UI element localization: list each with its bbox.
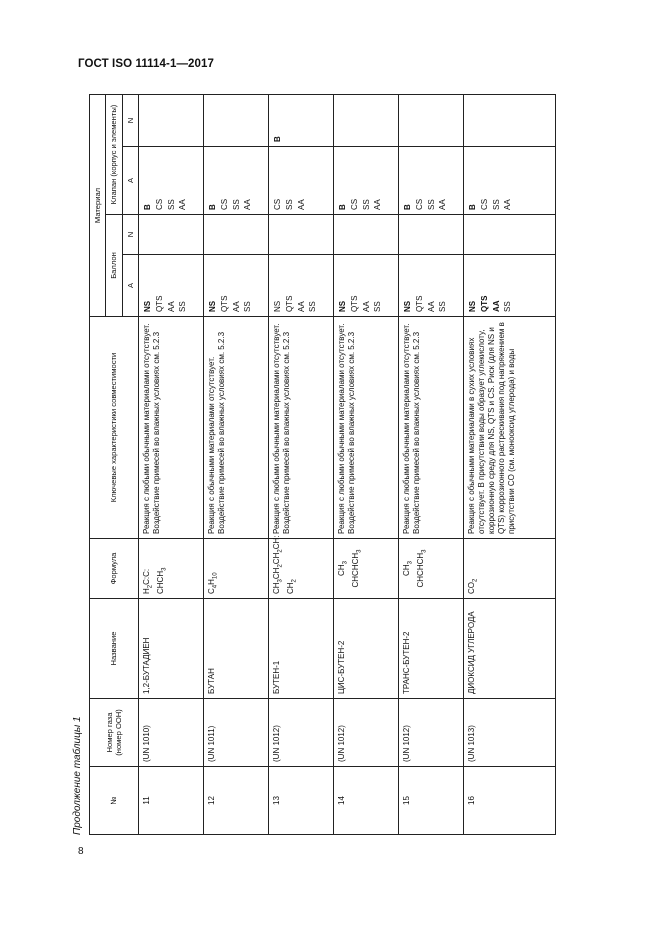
- material-code: NS: [403, 300, 413, 312]
- material-code: NS: [338, 300, 348, 312]
- cell-un-number: (UN 1011): [204, 699, 269, 767]
- cell-valve-a: [464, 147, 556, 215]
- cell-description: Реакция с любыми обычными материалами отсутствует. Воздействие примесей во влажных условиях см. 5.2.3: [269, 317, 334, 539]
- cell-cylinder-a: [464, 255, 556, 317]
- material-code: SS: [491, 199, 501, 210]
- cell-valve-n: [334, 94, 399, 146]
- cell-description: Реакция с любыми обычными материалами отсутствует. Воздействие примесей во влажных условиях см. 5.2.3: [334, 317, 399, 539]
- cell-valve-a: [399, 147, 464, 215]
- material-code: SS: [503, 301, 513, 312]
- cell-un-number: (UN 1010): [139, 699, 204, 767]
- cell-valve-a: [334, 147, 399, 215]
- cell-gas-name: ЦИС-БУТЕН-2: [334, 599, 399, 699]
- table-continuation-caption: Продолжение таблицы 1: [72, 716, 83, 835]
- material-code: AA: [438, 199, 448, 210]
- col-header-formula: Формула: [90, 539, 139, 599]
- cell-description: Реакция с обычными материалами в сухих условиях отсутствует. В присутствии воды образует углекислоту, коррозионную среду для NS, QTS и CS. Риск (для NS и QTS) коррозионного растрескивания под напряжением в присутствии CO (см. монооксид углерода) и воды: [464, 317, 556, 539]
- material-code: SS: [231, 199, 241, 210]
- cell-cylinder-n: [464, 215, 556, 255]
- cell-formula: $C_4H_{10}$: [204, 539, 269, 599]
- cell-valve-n: [139, 94, 204, 146]
- cell-valve-n: [204, 94, 269, 146]
- cell-description: Реакция с обычными материалами отсутствует. Воздействие примесей во влажных условиях см. 5.2.3: [204, 317, 269, 539]
- col-header-valve-n: N: [122, 94, 138, 146]
- rotated-table-area: [72, 95, 567, 835]
- cell-un-number: (UN 1012): [269, 699, 334, 767]
- material-code: SS: [426, 199, 436, 210]
- cell-gas-name: ДИОКСИД УГЛЕРОДА: [464, 599, 556, 699]
- cell-formula: $CO_2$: [464, 539, 556, 599]
- material-code: B: [338, 204, 348, 210]
- material-code: AA: [373, 199, 383, 210]
- col-header-description: Ключевые характеристики совместимости: [90, 317, 139, 539]
- table-row: [269, 94, 334, 834]
- cell-gas-name: ТРАНС-БУТЕН-2: [399, 599, 464, 699]
- col-header-cylinder-a: A: [122, 255, 138, 317]
- table-header: [90, 94, 139, 834]
- table-row: [399, 94, 464, 834]
- material-code: AA: [426, 301, 436, 312]
- col-header-material: Материал: [90, 94, 106, 316]
- material-code: SS: [438, 301, 448, 312]
- material-code: CS: [273, 198, 283, 210]
- material-code: SS: [285, 199, 295, 210]
- cell-gas-name: БУТЕН-1: [269, 599, 334, 699]
- compatibility-table: [89, 94, 556, 835]
- col-header-name: Название: [90, 599, 139, 699]
- material-code: AA: [361, 301, 371, 312]
- material-code: AA: [243, 199, 253, 210]
- col-header-no: №: [90, 767, 139, 835]
- material-code: NS: [468, 300, 478, 312]
- material-code: SS: [373, 301, 383, 312]
- material-code: AA: [296, 301, 306, 312]
- material-code: SS: [361, 199, 371, 210]
- cell-cylinder-n: [334, 215, 399, 255]
- material-code: NS: [273, 300, 283, 312]
- document-header: ГОСТ ISO 11114-1—2017: [78, 58, 215, 70]
- col-header-valve: Клапан (корпус и элементы): [106, 94, 122, 214]
- material-code: QTS: [415, 295, 425, 312]
- material-code: AA: [166, 301, 176, 312]
- cell-cylinder-n: [204, 215, 269, 255]
- cell-cylinder-a: [334, 255, 399, 317]
- material-code: QTS: [220, 295, 230, 312]
- cell-cylinder-a: [139, 255, 204, 317]
- cell-valve-a: [269, 147, 334, 215]
- cell-formula: $CH_3CH_2CH_2CH$: $CH_2$: [269, 539, 334, 599]
- cell-no: 12: [204, 767, 269, 835]
- cell-formula: $CH_3$ $CHCHCH_3$: [399, 539, 464, 599]
- col-header-un: Номер газа (номер ООН): [90, 699, 139, 767]
- table-row: [334, 94, 399, 834]
- cell-description: Реакция с любыми обычными материалами отсутствует. Воздействие примесей во влажных условиях см. 5.2.3: [399, 317, 464, 539]
- cell-un-number: (UN 1013): [464, 699, 556, 767]
- material-code: AA: [503, 199, 513, 210]
- material-code: SS: [178, 301, 188, 312]
- material-code: CS: [155, 198, 165, 210]
- table-row: [204, 94, 269, 834]
- material-code: B: [208, 204, 218, 210]
- cell-no: 16: [464, 767, 556, 835]
- material-code: CS: [350, 198, 360, 210]
- table-row: [464, 94, 556, 834]
- cell-formula: $H_2C:C$: $CHCH_3$: [139, 539, 204, 599]
- cell-valve-n: [464, 94, 556, 146]
- cell-un-number: (UN 1012): [399, 699, 464, 767]
- cell-formula: $CH_3$ $CHCHCH_3$: [334, 539, 399, 599]
- cell-cylinder-n: [399, 215, 464, 255]
- material-code: SS: [243, 301, 253, 312]
- material-code: AA: [178, 199, 188, 210]
- cell-cylinder-a: [399, 255, 464, 317]
- material-code: SS: [166, 199, 176, 210]
- material-code: QTS: [350, 295, 360, 312]
- material-code: CS: [480, 198, 490, 210]
- col-header-cylinder-n: N: [122, 215, 138, 255]
- material-code: CS: [220, 198, 230, 210]
- cell-gas-name: 1,2-БУТАДИЕН: [139, 599, 204, 699]
- cell-cylinder-n: [269, 215, 334, 255]
- material-code: AA: [491, 300, 501, 312]
- cell-no: 14: [334, 767, 399, 835]
- material-code: QTS: [480, 295, 490, 312]
- col-header-valve-a: A: [122, 147, 138, 215]
- material-code: AA: [296, 199, 306, 210]
- material-code: CS: [415, 198, 425, 210]
- material-code: B: [403, 204, 413, 210]
- cell-cylinder-a: [269, 255, 334, 317]
- page-number: 8: [78, 846, 84, 857]
- material-code: B: [143, 204, 153, 210]
- col-header-cylinder: Баллон: [106, 215, 122, 317]
- material-code: NS: [143, 300, 153, 312]
- cell-gas-name: БУТАН: [204, 599, 269, 699]
- cell-cylinder-a: [204, 255, 269, 317]
- cell-no: 11: [139, 767, 204, 835]
- material-code: NS: [208, 300, 218, 312]
- material-code: QTS: [285, 295, 295, 312]
- material-code: QTS: [155, 295, 165, 312]
- table-row: [139, 94, 204, 834]
- cell-cylinder-n: [139, 215, 204, 255]
- cell-valve-n: [399, 94, 464, 146]
- cell-no: 15: [399, 767, 464, 835]
- cell-valve-a: [204, 147, 269, 215]
- material-code: B: [273, 136, 283, 142]
- cell-valve-a: [139, 147, 204, 215]
- cell-un-number: (UN 1012): [334, 699, 399, 767]
- material-code: AA: [231, 301, 241, 312]
- material-code: B: [468, 204, 478, 210]
- material-code: SS: [308, 301, 318, 312]
- cell-description: Реакция с любыми обычными материалами отсутствует. Воздействие примесей во влажных условиях см. 5.2.3: [139, 317, 204, 539]
- cell-no: 13: [269, 767, 334, 835]
- cell-valve-n: [269, 94, 334, 146]
